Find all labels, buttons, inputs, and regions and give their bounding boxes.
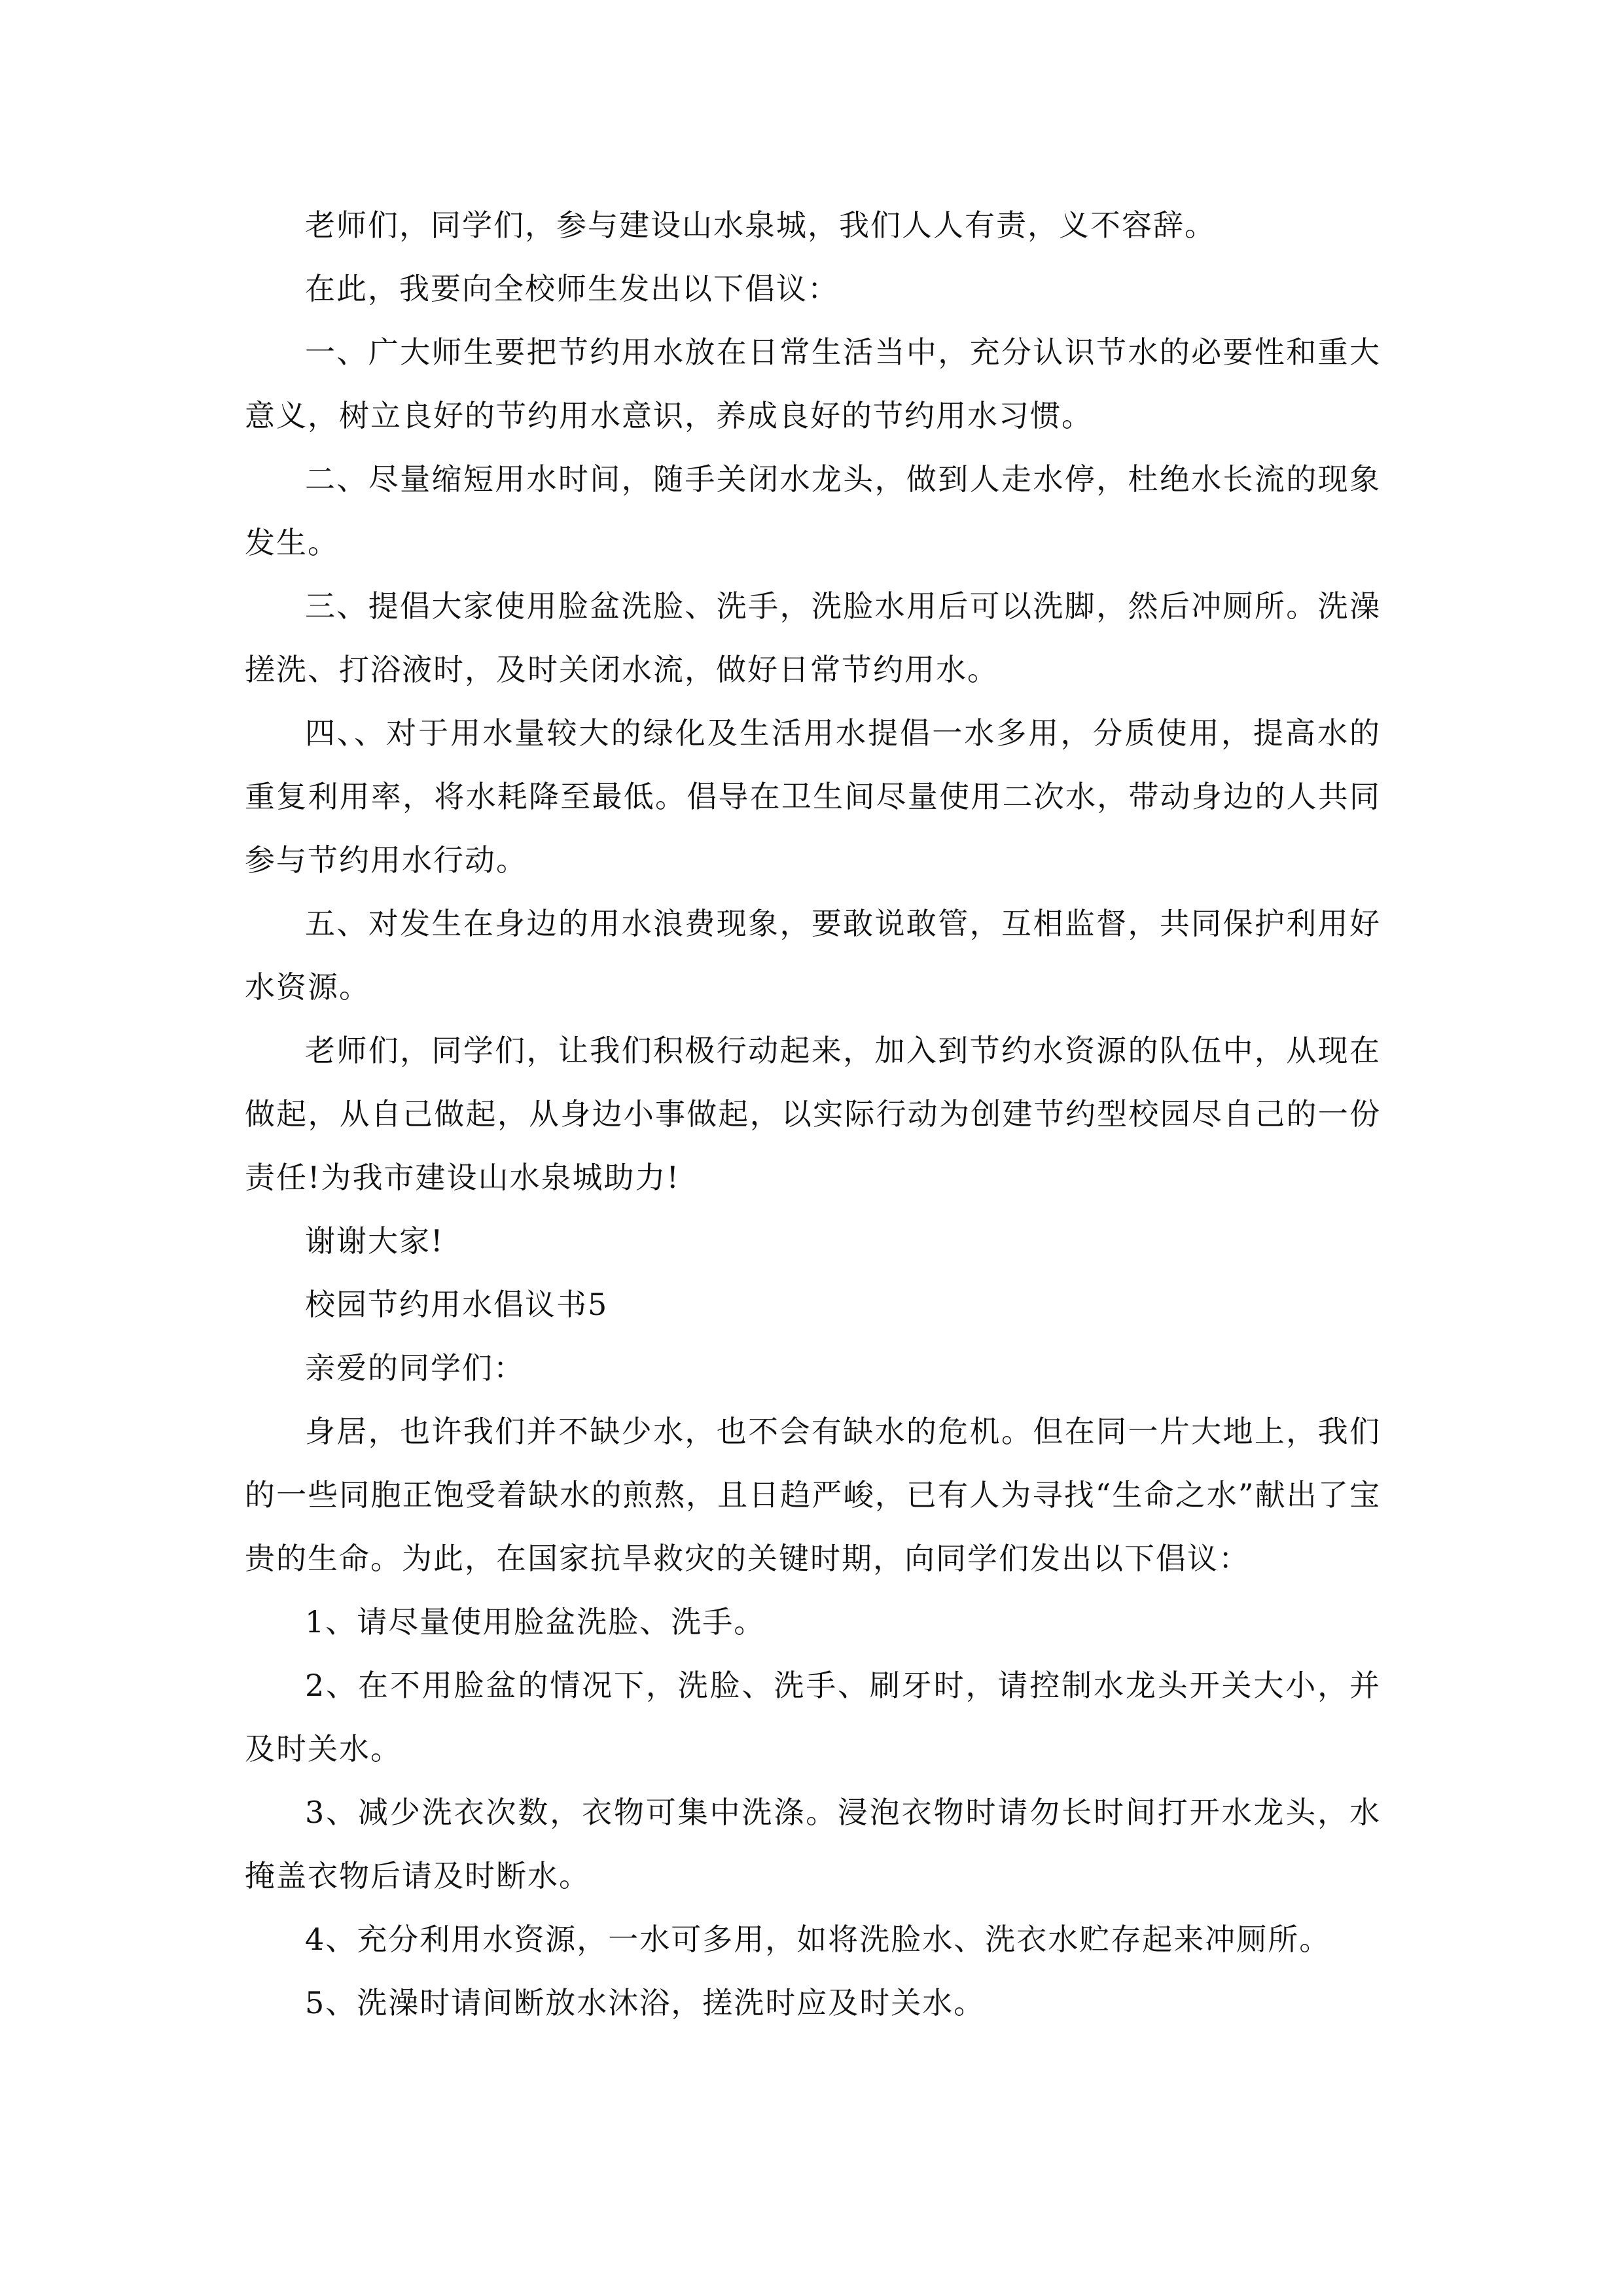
paragraph-closing-call: 老师们，同学们，参与建设山水泉城，我们人人有责，义不容辞。 (305, 207, 1216, 243)
paragraph-proposal-5: 五、对发生在身边的用水浪费现象，要敢说敢管，互相监督，共同保护利用好水资源。 (245, 906, 1381, 1005)
list-item-2: 2、在不用脸盆的情况下，洗脸、洗手、刷牙时，请控制水龙头开关大小，并及时关水。 (245, 1668, 1381, 1767)
list-item-4: 4、充分利用水资源，一水可多用，如将洗脸水、洗衣水贮存起来冲厕所。 (305, 1922, 1331, 1957)
paragraph-thanks: 谢谢大家! (305, 1223, 444, 1259)
document-body (245, 194, 1381, 2035)
salutation: 亲爱的同学们： (305, 1350, 525, 1386)
list-item-3: 3、减少洗衣次数，衣物可集中洗涤。浸泡衣物时请勿长时间打开水龙头，水掩盖衣物后请及时断水。 (245, 1795, 1381, 1893)
paragraph-proposal-4: 四、、对于用水量较大的绿化及生活用水提倡一水多用，分质使用，提高水的重复利用率，将水耗降至最低。倡导在卫生间尽量使用二次水，带动身边的人共同参与节约用水行动。 (245, 715, 1381, 878)
paragraph-proposal-1: 一、广大师生要把节约用水放在日常生活当中，充分认识节水的必要性和重大意义，树立良好的节约用水意识，养成良好的节约用水习惯。 (245, 334, 1381, 433)
paragraph-call-to-action: 老师们，同学们，让我们积极行动起来，加入到节约水资源的队伍中，从现在做起，从自己做起，从身边小事做起，以实际行动为创建节约型校园尽自己的一份责任!为我市建设山水泉城助力! (245, 1033, 1381, 1195)
paragraph-proposal-intro: 在此，我要向全校师生发出以下倡议： (305, 271, 839, 306)
section-title: 校园节约用水倡议书5 (305, 1287, 609, 1322)
list-item-1: 1、请尽量使用脸盆洗脸、洗手。 (305, 1604, 766, 1640)
list-item-5: 5、洗澡时请间断放水沐浴，搓洗时应及时关水。 (305, 1985, 986, 2020)
paragraph-proposal-2: 二、尽量缩短用水时间，随手关闭水龙头，做到人走水停，杜绝水长流的现象发生。 (245, 461, 1381, 560)
paragraph-intro: 身居，也许我们并不缺少水，也不会有缺水的危机。但在同一片大地上，我们的一些同胞正饱受着缺水的煎熬，且日趋严峻，已有人为寻找“生命之水”献出了宝贵的生命。为此，在国家抗旱救灾的关键时期，向同学们发出以下倡议： (245, 1414, 1381, 1576)
paragraph-proposal-3: 三、提倡大家使用脸盆洗脸、洗手，洗脸水用后可以洗脚，然后冲厕所。洗澡搓洗、打浴液时，及时关闭水流，做好日常节约用水。 (245, 588, 1381, 687)
